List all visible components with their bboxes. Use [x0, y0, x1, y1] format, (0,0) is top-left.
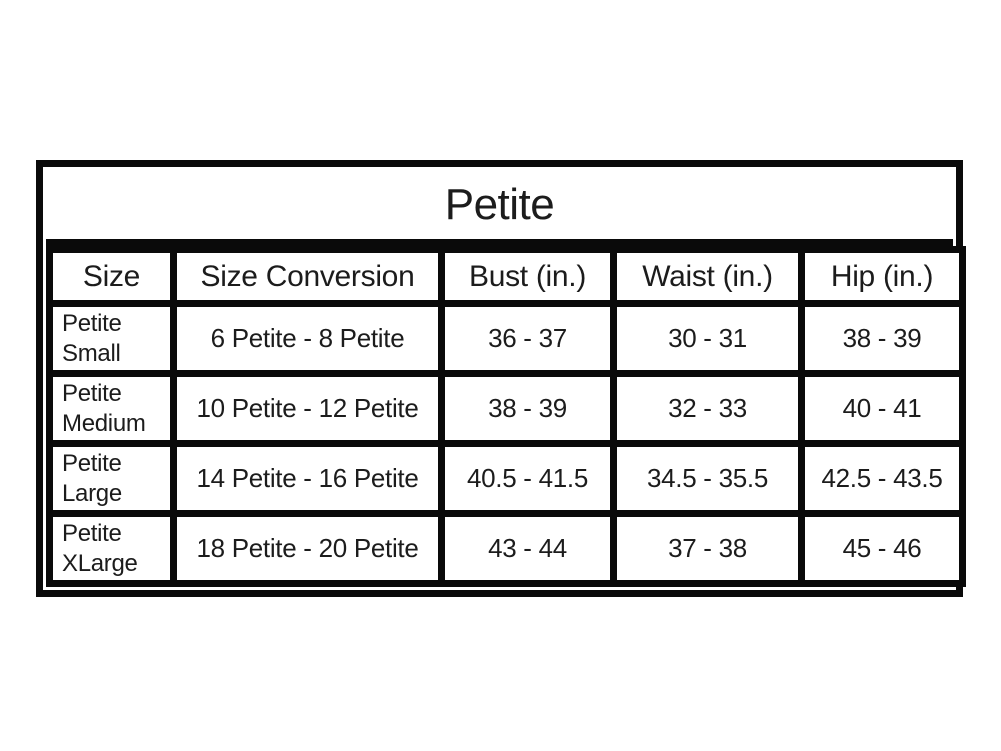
cell-size: Petite Medium: [50, 374, 174, 444]
cell-size-conversion: 6 Petite - 8 Petite: [174, 304, 442, 374]
cell-size: Petite Large: [50, 444, 174, 514]
cell-waist: 30 - 31: [614, 304, 802, 374]
cell-hip: 45 - 46: [802, 514, 963, 584]
cell-hip: 38 - 39: [802, 304, 963, 374]
cell-bust: 43 - 44: [442, 514, 614, 584]
size-table: [46, 246, 966, 587]
chart-title-row: [46, 170, 953, 246]
cell-size-conversion: 14 Petite - 16 Petite: [174, 444, 442, 514]
petite-size-chart: [36, 160, 963, 597]
column-header-waist: Waist (in.): [614, 250, 802, 304]
cell-bust: 38 - 39: [442, 374, 614, 444]
chart-title: Petite: [444, 179, 555, 229]
table-row-petite-medium: [50, 374, 963, 444]
column-header-size: Size: [50, 250, 174, 304]
cell-hip: 42.5 - 43.5: [802, 444, 963, 514]
cell-waist: 37 - 38: [614, 514, 802, 584]
cell-bust: 36 - 37: [442, 304, 614, 374]
column-header-bust: Bust (in.): [442, 250, 614, 304]
cell-hip: 40 - 41: [802, 374, 963, 444]
cell-size-conversion: 18 Petite - 20 Petite: [174, 514, 442, 584]
column-header-size-conversion: Size Conversion: [174, 250, 442, 304]
cell-bust: 40.5 - 41.5: [442, 444, 614, 514]
header-row: [50, 250, 963, 304]
column-header-hip: Hip (in.): [802, 250, 963, 304]
table-row-petite-xlarge: [50, 514, 963, 584]
cell-waist: 34.5 - 35.5: [614, 444, 802, 514]
cell-size-conversion: 10 Petite - 12 Petite: [174, 374, 442, 444]
table-row-petite-small: [50, 304, 963, 374]
cell-size: Petite Small: [50, 304, 174, 374]
table-row-petite-large: [50, 444, 963, 514]
cell-size: Petite XLarge: [50, 514, 174, 584]
cell-waist: 32 - 33: [614, 374, 802, 444]
